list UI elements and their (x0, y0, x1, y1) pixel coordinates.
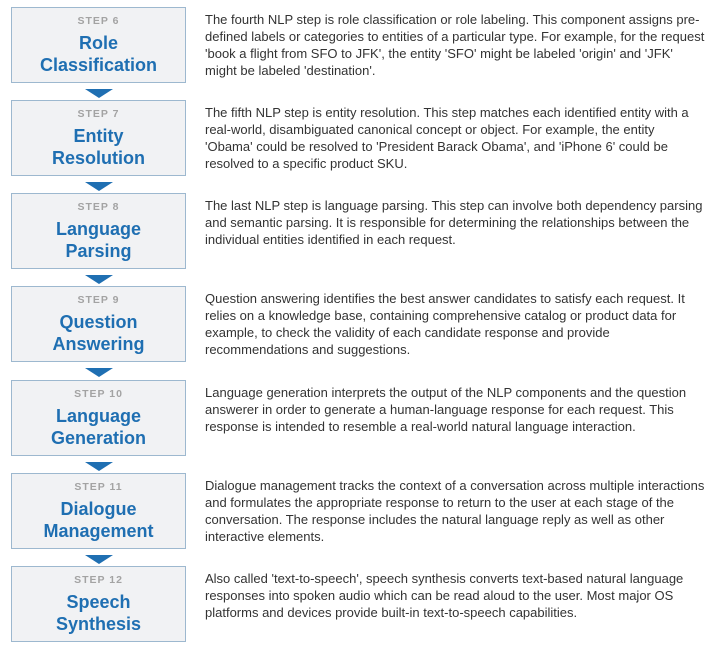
step-title (12, 498, 185, 542)
step-title-line: Synthesis (55, 614, 142, 634)
step-title (12, 405, 185, 449)
step-row (0, 566, 721, 644)
step-title-line: Question (59, 312, 138, 332)
step-box (11, 100, 186, 176)
step-row (0, 473, 721, 551)
step-number: STEP 9 (77, 294, 120, 306)
step-description: Question answering identifies the best answer candidates to satisfy each request. It relies on a knowledge base, containing comprehensive catalog or product data for example, to check the validity of each candidate response and provide recommendations and suggestions. (205, 291, 685, 357)
step-description: The fifth NLP step is entity resolution. This step matches each identified entity with a real-world, disambiguated canonical concept or object. For example, the entity 'Obama' could be resolved to 'President Barack Obama', and 'iPhone 6' could be resolved to a specific product SKU. (205, 105, 689, 171)
step-title-line: Speech (66, 592, 131, 612)
down-arrow-icon (85, 555, 113, 564)
step-box (11, 7, 186, 83)
step-box (11, 286, 186, 362)
step-title-line: Role (78, 33, 118, 53)
step-row (0, 286, 721, 364)
step-box (11, 193, 186, 269)
step-box (11, 473, 186, 549)
step-row (0, 7, 721, 85)
step-number: STEP 10 (74, 388, 123, 400)
step-title-line: Language (55, 219, 141, 239)
step-number: STEP 11 (74, 481, 123, 493)
step-row (0, 380, 721, 458)
step-title-line: Generation (50, 428, 147, 448)
step-description: The fourth NLP step is role classification or role labeling. This component assigns pre-defined labels or categories to entities of a particular type. For example, for the request 'book a flight from SFO to JFK', the entity 'SFO' might be labeled 'origin' and 'JFK' might be labeled 'destination'. (205, 12, 705, 78)
down-arrow-icon (85, 462, 113, 471)
step-description: The last NLP step is language parsing. This step can involve both dependency parsing and semantic parsing. It is responsible for determining the relationships between the individual entities identified in each request. (205, 198, 703, 247)
step-description: Language generation interprets the output of the NLP components and the question answerer in order to generate a human-language response for each request. This response is intended to resemble a real-world natural language interaction. (205, 385, 687, 434)
step-title (12, 125, 185, 169)
step-title (12, 218, 185, 262)
step-row (0, 100, 721, 178)
step-title-line: Resolution (52, 148, 145, 168)
step-title-line: Entity (73, 126, 124, 146)
down-arrow-icon (85, 275, 113, 284)
step-row (0, 193, 721, 271)
down-arrow-icon (85, 182, 113, 191)
step-title-line: Classification (39, 55, 158, 75)
step-box (11, 380, 186, 456)
step-box (11, 566, 186, 642)
step-title (12, 32, 185, 76)
step-number: STEP 8 (77, 201, 120, 213)
step-number: STEP 12 (74, 574, 123, 586)
step-title-line: Parsing (65, 241, 132, 261)
step-title (12, 591, 185, 635)
step-description: Dialogue management tracks the context of a conversation across multiple interactions and formulates the appropriate response to return to the user at each stage of the conversation. The response includes the natural language reply as well as other interactive elements. (205, 478, 705, 544)
step-title-line: Answering (52, 334, 145, 354)
down-arrow-icon (85, 89, 113, 98)
step-title-line: Language (55, 406, 141, 426)
step-title-line: Management (43, 521, 154, 541)
step-description: Also called 'text-to-speech', speech synthesis converts text-based natural language responses into spoken audio which can be read aloud to the user. Most major OS platforms and devices provide built-in text-to-speech capabilities. (205, 571, 684, 620)
step-number: STEP 6 (77, 15, 120, 27)
step-title-line: Dialogue (60, 499, 137, 519)
down-arrow-icon (85, 368, 113, 377)
step-number: STEP 7 (77, 108, 120, 120)
step-title (12, 311, 185, 355)
